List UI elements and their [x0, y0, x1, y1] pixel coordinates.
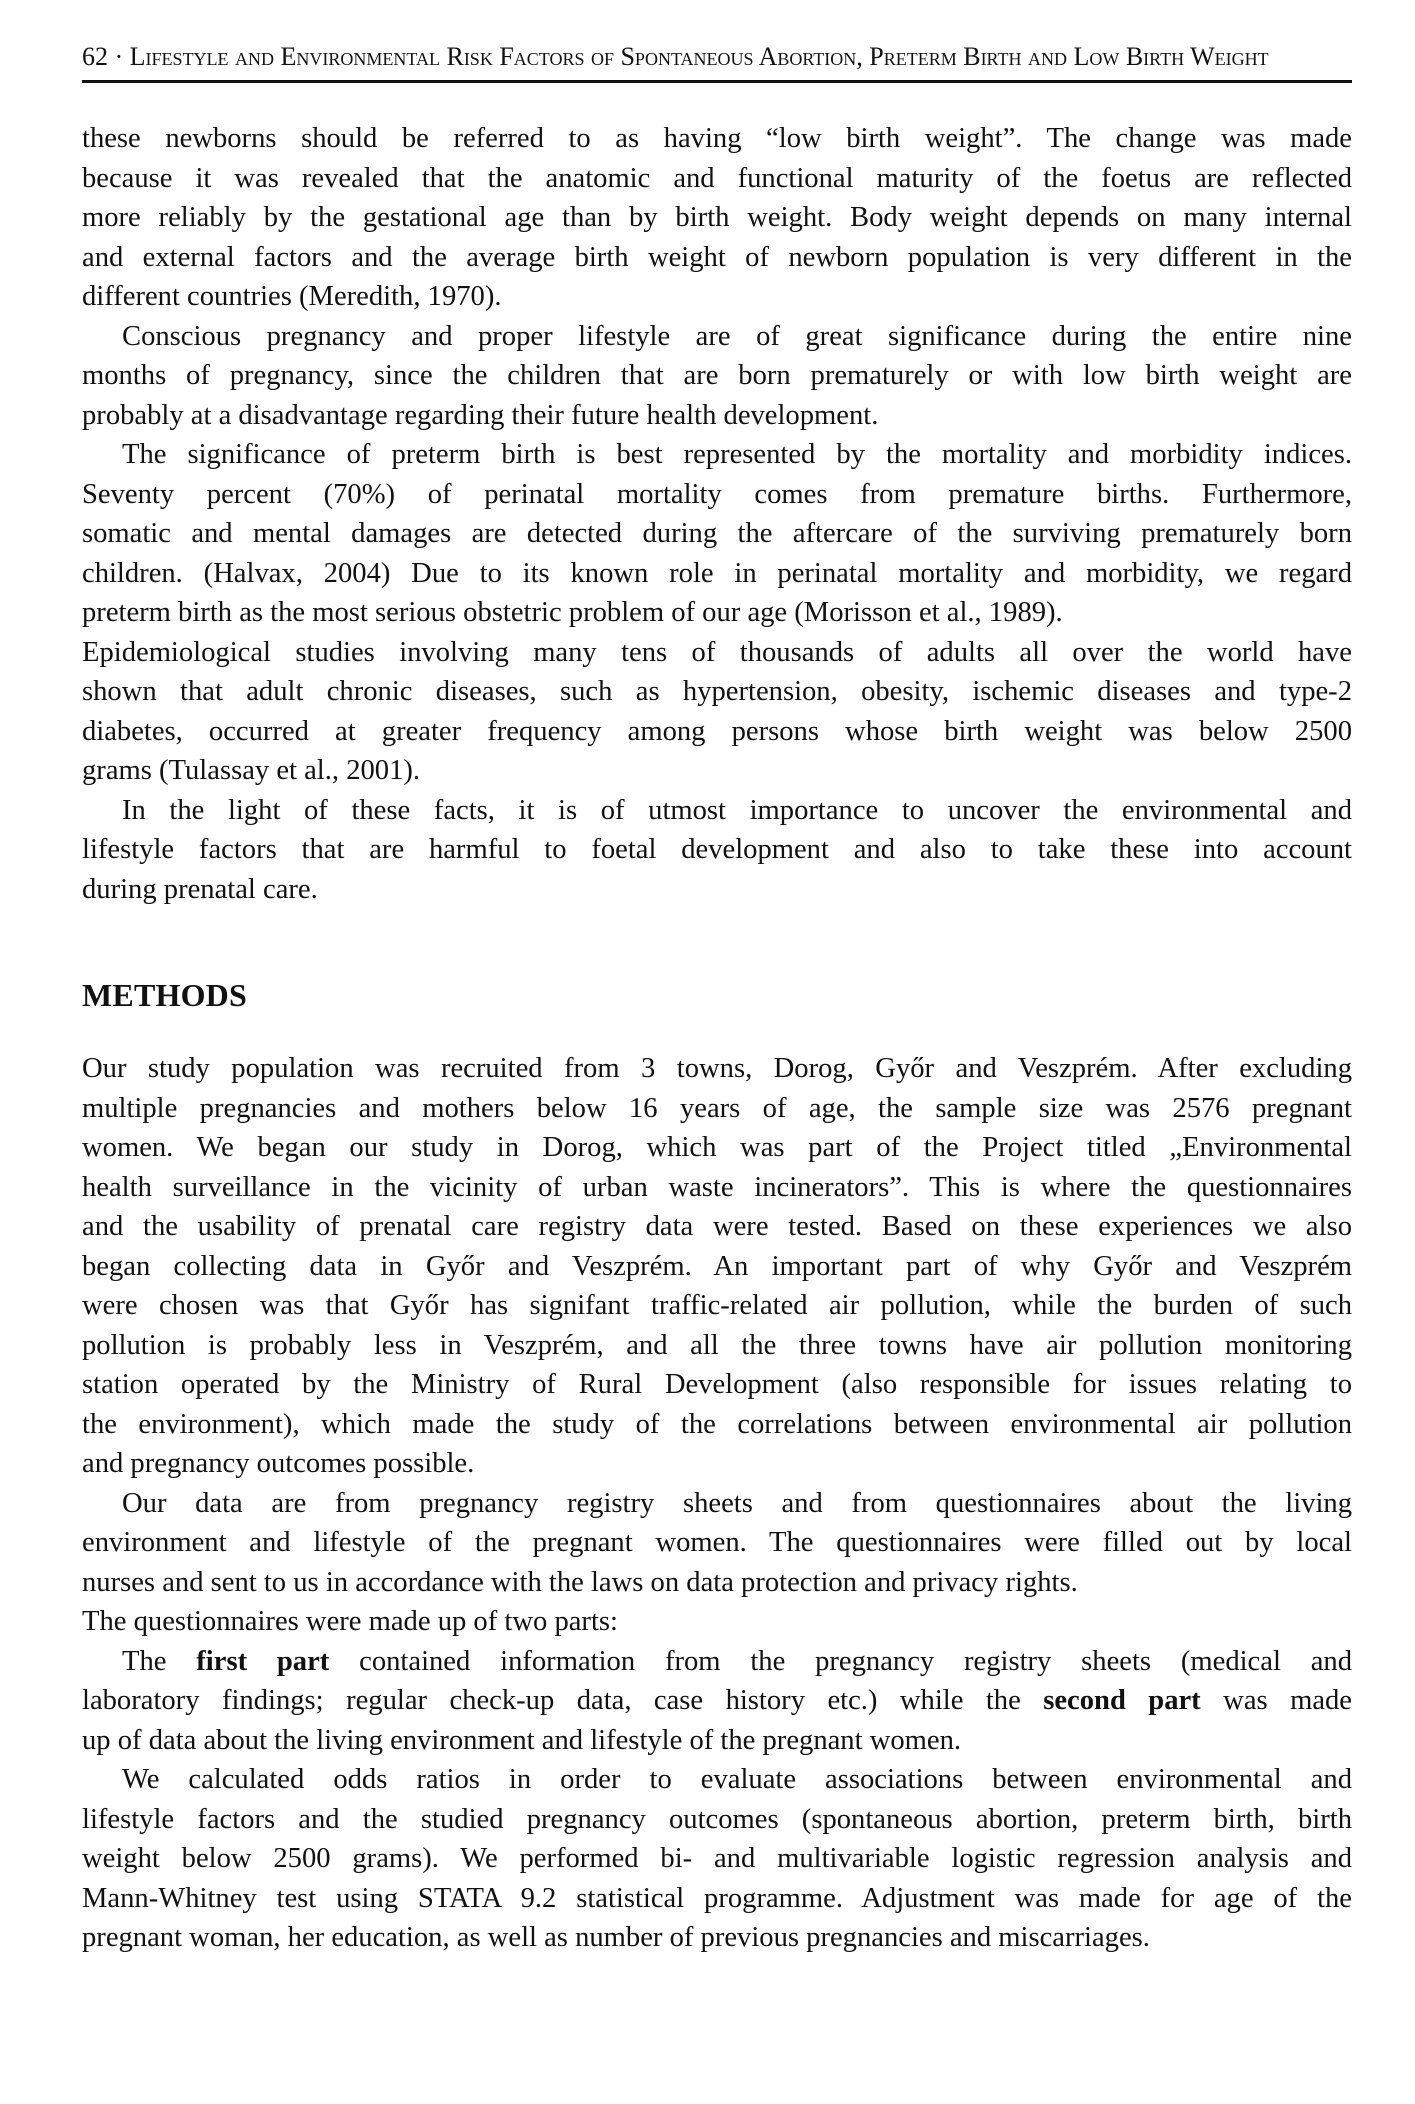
text-line: lifestyle factors and the studied pregnancy outcomes (spontaneous abortion, preterm birth, birth [82, 1803, 1352, 1835]
paragraph-continuation [82, 119, 1352, 317]
text-run: contained information from the pregnancy registry sheets (medical and [329, 1645, 1352, 1677]
text-line: and external factors and the average birth weight of newborn population is very different in the [82, 241, 1352, 273]
paragraph-conscious-pregnancy [82, 317, 1352, 436]
text-line [82, 1642, 1352, 1682]
text-line: these newborns should be referred to as having “low birth weight”. The change was made [82, 123, 1352, 154]
text-line: Seventy percent (70%) of perinatal mortality comes from premature births. Furthermore, [82, 478, 1352, 510]
text-line: health surveillance in the vicinity of urban waste incinerators”. This is where the questionnaires [82, 1171, 1352, 1203]
text-line: In the light of these facts, it is of utmost importance to uncover the environmental and [122, 794, 1352, 826]
text-line: environment and lifestyle of the pregnant women. The questionnaires were filled out by local [82, 1527, 1352, 1558]
text-line: women. We began our study in Dorog, which was part of the Project titled „Environmental [82, 1132, 1352, 1163]
text-line: during prenatal care. [82, 873, 318, 905]
text-line: weight below 2500 grams). We performed bi- and multivariable logistic regression analysis and [82, 1843, 1352, 1874]
page-number: 62 [82, 42, 108, 71]
bold-term-second-part: second part [1043, 1685, 1201, 1716]
text-line: preterm birth as the most serious obstetric problem of our age (Morisson et al., 1989). [82, 597, 1063, 628]
text-line: The questionnaires were made up of two parts: [82, 1606, 618, 1637]
bold-term-first-part: first part [196, 1645, 330, 1677]
text-line: diabetes, occurred at greater frequency among persons whose birth weight was below 2500 [82, 715, 1352, 747]
text-line: were chosen was that Győr has signifant traffic-related air pollution, while the burden of such [82, 1290, 1352, 1321]
text-line: grams (Tulassay et al., 2001). [82, 755, 421, 786]
text-line: probably at a disadvantage regarding their future health development. [82, 399, 879, 431]
text-line: because it was revealed that the anatomic and functional maturity of the foetus are reflected [82, 162, 1352, 194]
text-line: up of data about the living environment and lifestyle of the pregnant women. [82, 1724, 962, 1756]
text-line: Our data are from pregnancy registry sheets and from questionnaires about the living [122, 1487, 1352, 1519]
text-run: laboratory findings; regular check-up data, case history etc.) while the [82, 1685, 1044, 1716]
text-line: and pregnancy outcomes possible. [82, 1448, 475, 1479]
paragraph-statistics [82, 1760, 1352, 1958]
text-line [82, 1681, 1352, 1721]
text-line: somatic and mental damages are detected during the aftercare of the surviving prematurely born [82, 518, 1352, 549]
running-title: Lifestyle and Environmental Risk Factors of Spontaneous Abortion, Preterm Birth and Low Birth Weight [129, 42, 1269, 71]
text-run: The [122, 1645, 197, 1677]
paragraph-preterm-significance [82, 435, 1352, 633]
running-header [82, 40, 1352, 74]
text-line: different countries (Meredith, 1970). [82, 281, 502, 312]
paragraph-questionnaire-parts [82, 1642, 1352, 1761]
paragraph-two-parts [82, 1602, 1352, 1642]
text-line: multiple pregnancies and mothers below 16 years of age, the sample size was 2576 pregnant [82, 1092, 1352, 1124]
text-line: shown that adult chronic diseases, such as hypertension, obesity, ischemic diseases and type-2 [82, 676, 1352, 707]
text-line: and the usability of prenatal care registry data were tested. Based on these experiences we also [82, 1211, 1352, 1242]
text-line: children. (Halvax, 2004) Due to its known role in perinatal mortality and morbidity, we regard [82, 557, 1352, 589]
text-line: We calculated odds ratios in order to evaluate associations between environmental and [122, 1764, 1352, 1795]
text-line: pollution is probably less in Veszprém, and all the three towns have air pollution monitoring [82, 1329, 1352, 1361]
text-run: was made [1200, 1685, 1352, 1716]
paragraph-epidemiological [82, 633, 1352, 791]
text-line: The significance of preterm birth is best represented by the mortality and morbidity indices. [122, 439, 1352, 470]
text-line: Our study population was recruited from 3 towns, Dorog, Győr and Veszprém. After excluding [82, 1053, 1352, 1084]
text-line: more reliably by the gestational age than by birth weight. Body weight depends on many internal [82, 202, 1352, 233]
body-text [82, 119, 1352, 1958]
header-rule [82, 80, 1352, 83]
text-line: the environment), which made the study of the correlations between environmental air pollution [82, 1408, 1352, 1440]
text-line: pregnant woman, her education, as well as number of previous pregnancies and miscarriages. [82, 1922, 1150, 1953]
text-line: station operated by the Ministry of Rural Development (also responsible for issues relating to [82, 1369, 1352, 1400]
paragraph-light-of-facts [82, 791, 1352, 910]
paragraph-data-sources [82, 1484, 1352, 1603]
paragraph-study-population [82, 1049, 1352, 1484]
text-line: nurses and sent to us in accordance with the laws on data protection and privacy rights. [82, 1566, 1078, 1598]
text-line: Mann-Whitney test using STATA 9.2 statistical programme. Adjustment was made for age of the [82, 1882, 1352, 1914]
text-line: Epidemiological studies involving many tens of thousands of adults all over the world have [82, 636, 1352, 668]
header-separator: · [114, 42, 124, 71]
section-heading-methods: METHODS [82, 977, 247, 1013]
text-line: Conscious pregnancy and proper lifestyle are of great significance during the entire nine [122, 320, 1352, 352]
text-line: months of pregnancy, since the children that are born prematurely or with low birth weight are [82, 360, 1352, 391]
text-line: lifestyle factors that are harmful to foetal development and also to take these into account [82, 834, 1352, 865]
text-line: began collecting data in Győr and Veszprém. An important part of why Győr and Veszprém [82, 1250, 1352, 1282]
